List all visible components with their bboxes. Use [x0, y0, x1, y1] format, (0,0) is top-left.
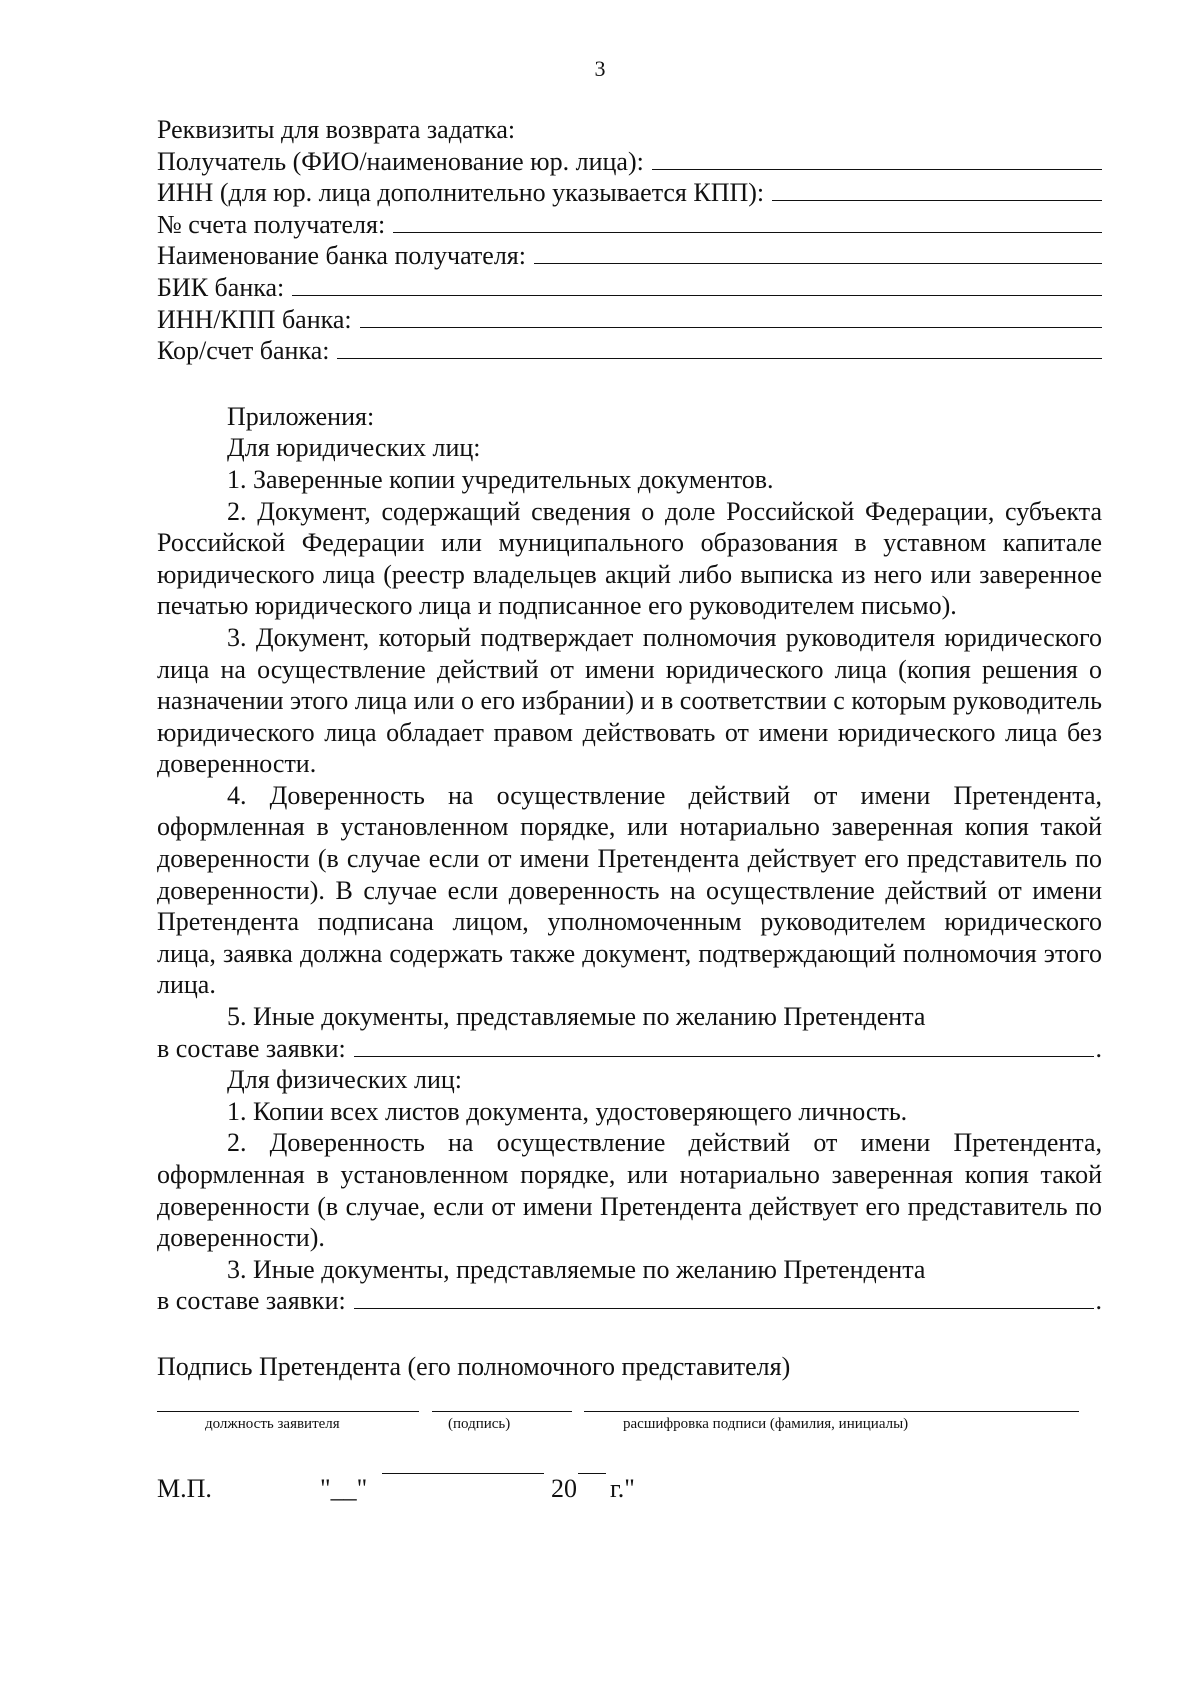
- legal-entities-heading: Для юридических лиц:: [227, 433, 481, 463]
- field-label: № счета получателя:: [157, 209, 386, 239]
- date-month-blank[interactable]: [382, 1473, 544, 1474]
- legal-item-5: 5. Иные документы, представляемые по желанию Претендента: [227, 1002, 926, 1032]
- individual-item-2: 2. Доверенность на осуществление действий от имени Претендента, оформленная в установленном порядке, или нотариально заверенная копия такой доверенности (в случае, если от имени Претендента действует его представитель по доверенности).: [157, 1128, 1102, 1253]
- signature-row: [157, 1401, 1102, 1451]
- field-account[interactable]: [157, 209, 1102, 241]
- signature-caption: (подпись): [448, 1415, 511, 1432]
- individual-other-docs-blank[interactable]: [354, 1288, 1094, 1309]
- attachments-heading: Приложения:: [227, 401, 375, 431]
- field-label: Получатель (ФИО/наименование юр. лица):: [157, 146, 644, 176]
- field-corr-account[interactable]: [157, 335, 1102, 367]
- legal-item-5-field[interactable]: [157, 1033, 1102, 1065]
- field-label: БИК банка:: [157, 272, 285, 302]
- field-label: в составе заявки:: [157, 1033, 346, 1063]
- field-bik[interactable]: [157, 272, 1102, 304]
- legal-item-1: 1. Заверенные копии учредительных документов.: [227, 464, 774, 494]
- field-recipient[interactable]: [157, 146, 1102, 178]
- position-caption: должность заявителя: [205, 1415, 340, 1432]
- date-day[interactable]: "__": [320, 1473, 368, 1503]
- end-mark: .: [1095, 1033, 1102, 1063]
- individual-item-3-field[interactable]: [157, 1285, 1102, 1317]
- legal-item-2: 2. Документ, содержащий сведения о доле Российской Федерации, субъекта Российской Федерации или муниципального образования в уставном капитале юридического лица (реестр владельцев акций либо выписка из него или заверенное печатью юридического лица и подписанное его руководителем письмо).: [157, 496, 1102, 621]
- account-blank[interactable]: [393, 212, 1102, 233]
- decoding-line[interactable]: [584, 1411, 1079, 1412]
- stamp-placeholder: М.П.: [157, 1473, 212, 1503]
- page-number: 3: [594, 56, 606, 81]
- field-label: ИНН (для юр. лица дополнительно указывается КПП):: [157, 178, 765, 208]
- field-bank-name[interactable]: [157, 240, 1102, 272]
- field-label: Наименование банка получателя:: [157, 241, 526, 271]
- individual-item-1: 1. Копии всех листов документа, удостоверяющего личность.: [227, 1096, 908, 1126]
- individuals-heading: Для физических лиц:: [227, 1065, 462, 1095]
- recipient-blank[interactable]: [652, 149, 1102, 170]
- field-label: ИНН/КПП банка:: [157, 304, 352, 334]
- bik-blank[interactable]: [292, 275, 1102, 296]
- decoding-caption: расшифровка подписи (фамилия, инициалы): [623, 1415, 909, 1432]
- corr-account-blank[interactable]: [337, 338, 1102, 359]
- end-mark: .: [1095, 1286, 1102, 1316]
- bank-name-blank[interactable]: [534, 243, 1102, 264]
- legal-item-3: 3. Документ, который подтверждает полномочия руководителя юридического лица на осуществление действий от имени юридического лица (копия решения о назначении этого лица или о его избрании) и в соответствии с которым руководитель юридического лица обладает правом действовать от имени юридического лица без доверенности.: [157, 622, 1102, 779]
- inn-blank[interactable]: [772, 180, 1102, 201]
- signature-heading: Подпись Претендента (его полномочного представителя): [157, 1351, 791, 1381]
- field-bank-inn-kpp[interactable]: [157, 304, 1102, 336]
- date-year-blank[interactable]: [578, 1473, 606, 1474]
- document-body: [157, 114, 1102, 1513]
- stamp-date-row: [157, 1473, 1102, 1513]
- legal-other-docs-blank[interactable]: [354, 1036, 1094, 1057]
- field-label: Кор/счет банка:: [157, 336, 330, 366]
- bank-inn-kpp-blank[interactable]: [360, 307, 1102, 328]
- date-year-prefix: 20: [551, 1473, 577, 1503]
- field-label: в составе заявки:: [157, 1286, 346, 1316]
- position-line[interactable]: [157, 1411, 419, 1412]
- field-inn[interactable]: [157, 177, 1102, 209]
- individual-item-3: 3. Иные документы, представляемые по желанию Претендента: [227, 1254, 926, 1284]
- date-year-suffix: г.": [610, 1473, 635, 1503]
- requisites-heading: Реквизиты для возврата задатка:: [157, 115, 516, 144]
- legal-item-4: 4. Доверенность на осуществление действий от имени Претендента, оформленная в установленном порядке, или нотариально заверенная копия такой доверенности (в случае если от имени Претендента действует его представитель по доверенности). В случае если доверенность на осуществление действий от имени Претендента подписана лицом, уполномоченным руководителем юридического лица, заявка должна содержать также документ, подтверждающий полномочия этого лица.: [157, 780, 1102, 1000]
- signature-line[interactable]: [432, 1411, 572, 1412]
